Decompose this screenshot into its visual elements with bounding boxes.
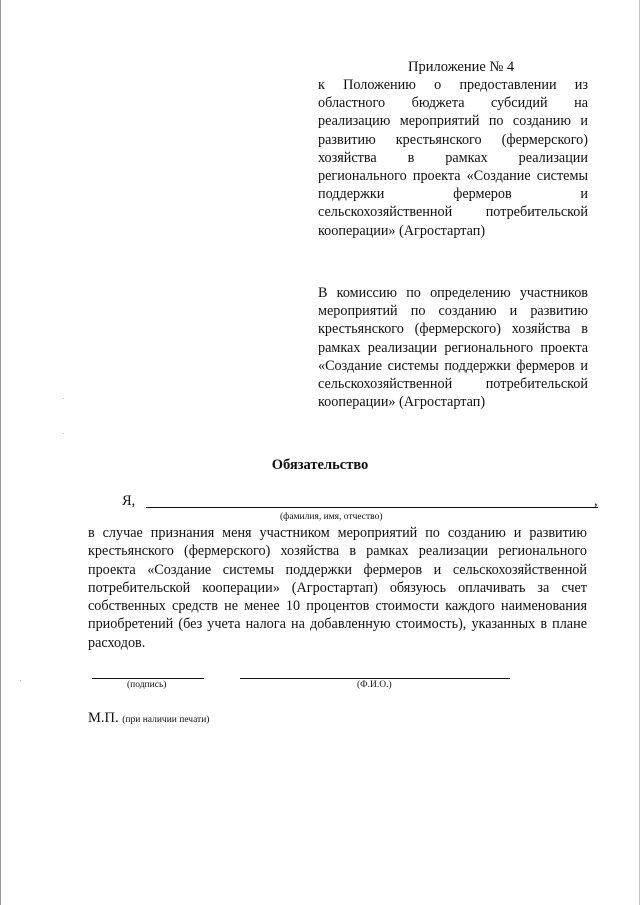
full-name-row [122,493,604,513]
stamp-row [88,709,209,729]
ya-label: Я, [122,493,136,509]
name-caption: (Ф.И.О.) [357,680,392,690]
attachment-text: к Положению о предоставлении из областного бюджета субсидий на реализацию мероприятий по созданию и развитию крестьянского (фермерского) хозяйства в рамках реализации регионального проекта «Создание системы поддержки фермеров и сельскохозяйственной потребительской кооперации» (Агростартап) [318,77,588,239]
scan-speck [63,398,64,399]
signature-line [92,678,204,679]
attachment-title: Приложение № 4 [408,59,515,75]
full-name-comma: , [594,493,598,509]
stamp-note: (при наличии печати) [122,715,210,725]
scan-speck [20,680,21,681]
document-heading: Обязательство [271,457,369,473]
scan-edge-left [0,0,1,905]
signature-caption: (подпись) [127,680,167,690]
full-name-line [146,507,598,508]
scan-speck [63,433,64,434]
addressee-block: В комиссию по определению участников мероприятий по созданию и развитию крестьянского (фермерского) хозяйства в рамках реализации регионального проекта «Создание системы поддержки фермеров и сельскохозяйственной потребительской кооперации» (Агростартап) [318,285,588,411]
stamp-label: М.П. [88,710,119,726]
full-name-caption: (фамилия, имя, отчество) [280,512,383,522]
name-line [240,678,510,679]
pledge-text: в случае признания меня участником мероприятий по созданию и развитию крестьянского (фермерского) хозяйства в рамках реализации регионального проекта «Создание системы поддержки фермеров и сельскохозяйственной потребительской кооперации» (Агростартап) обязуюсь оплачивать за счет собственных средств не менее 10 процентов стоимости каждого наименования приобретений (без учета налога на добавленную стоимость), указанных в плане расходов. [88,525,587,651]
